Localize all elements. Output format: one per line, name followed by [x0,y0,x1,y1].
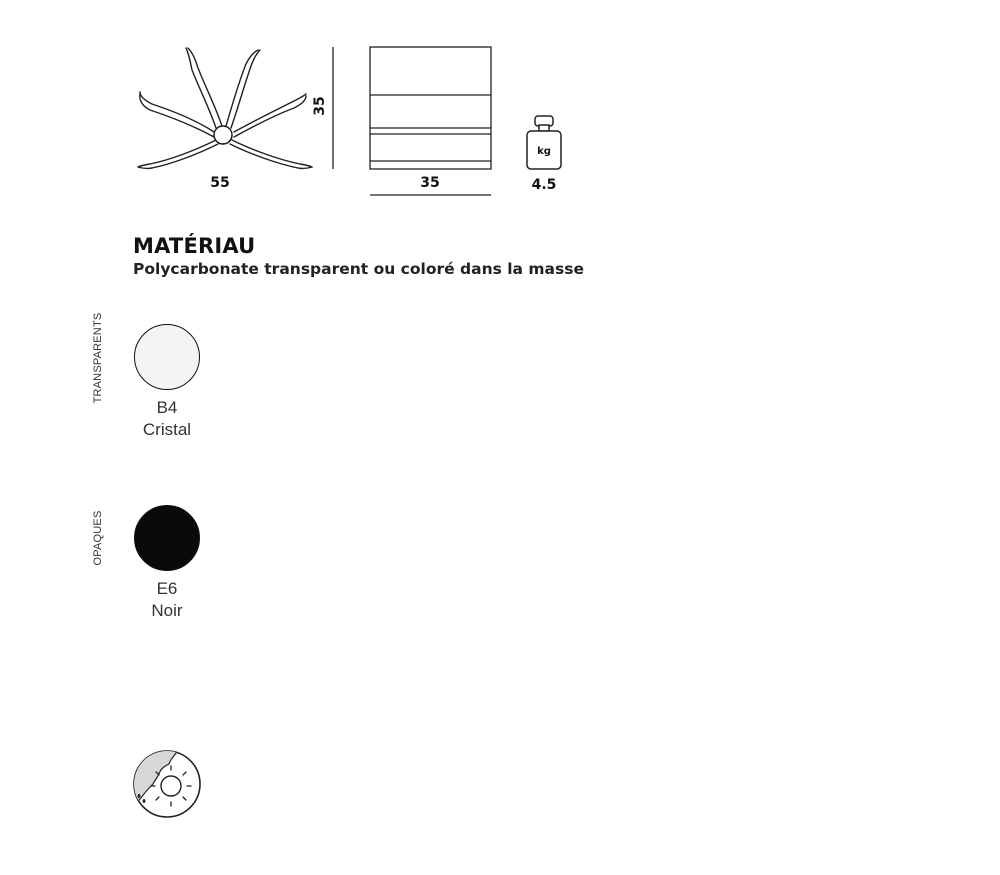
top-view-drawing [130,40,320,185]
height-dimension-label: 35 [312,96,328,116]
material-description: Polycarbonate transparent ou coloré dans la masse [133,260,584,278]
swatch-name-noir: Noir [151,601,183,620]
group-label-transparents: TRANSPARENTS [92,312,104,404]
swatch-code-e6: E6 [156,579,178,598]
depth-dimension-label: 35 [420,175,440,191]
weight-unit-label: kg [537,146,551,157]
material-title: MATÉRIAU [133,234,256,258]
width-dimension-label: 55 [210,175,230,191]
sun-rain-outdoor-icon [131,748,203,820]
weight-value-label: 4.5 [531,177,557,193]
weight-icon [522,112,566,174]
swatch-b4-cristal[interactable] [134,324,200,390]
group-label-opaques: OPAQUES [92,510,104,566]
swatch-name-cristal: Cristal [142,420,192,439]
swatch-e6-noir[interactable] [134,505,200,571]
swatch-code-b4: B4 [156,398,178,417]
